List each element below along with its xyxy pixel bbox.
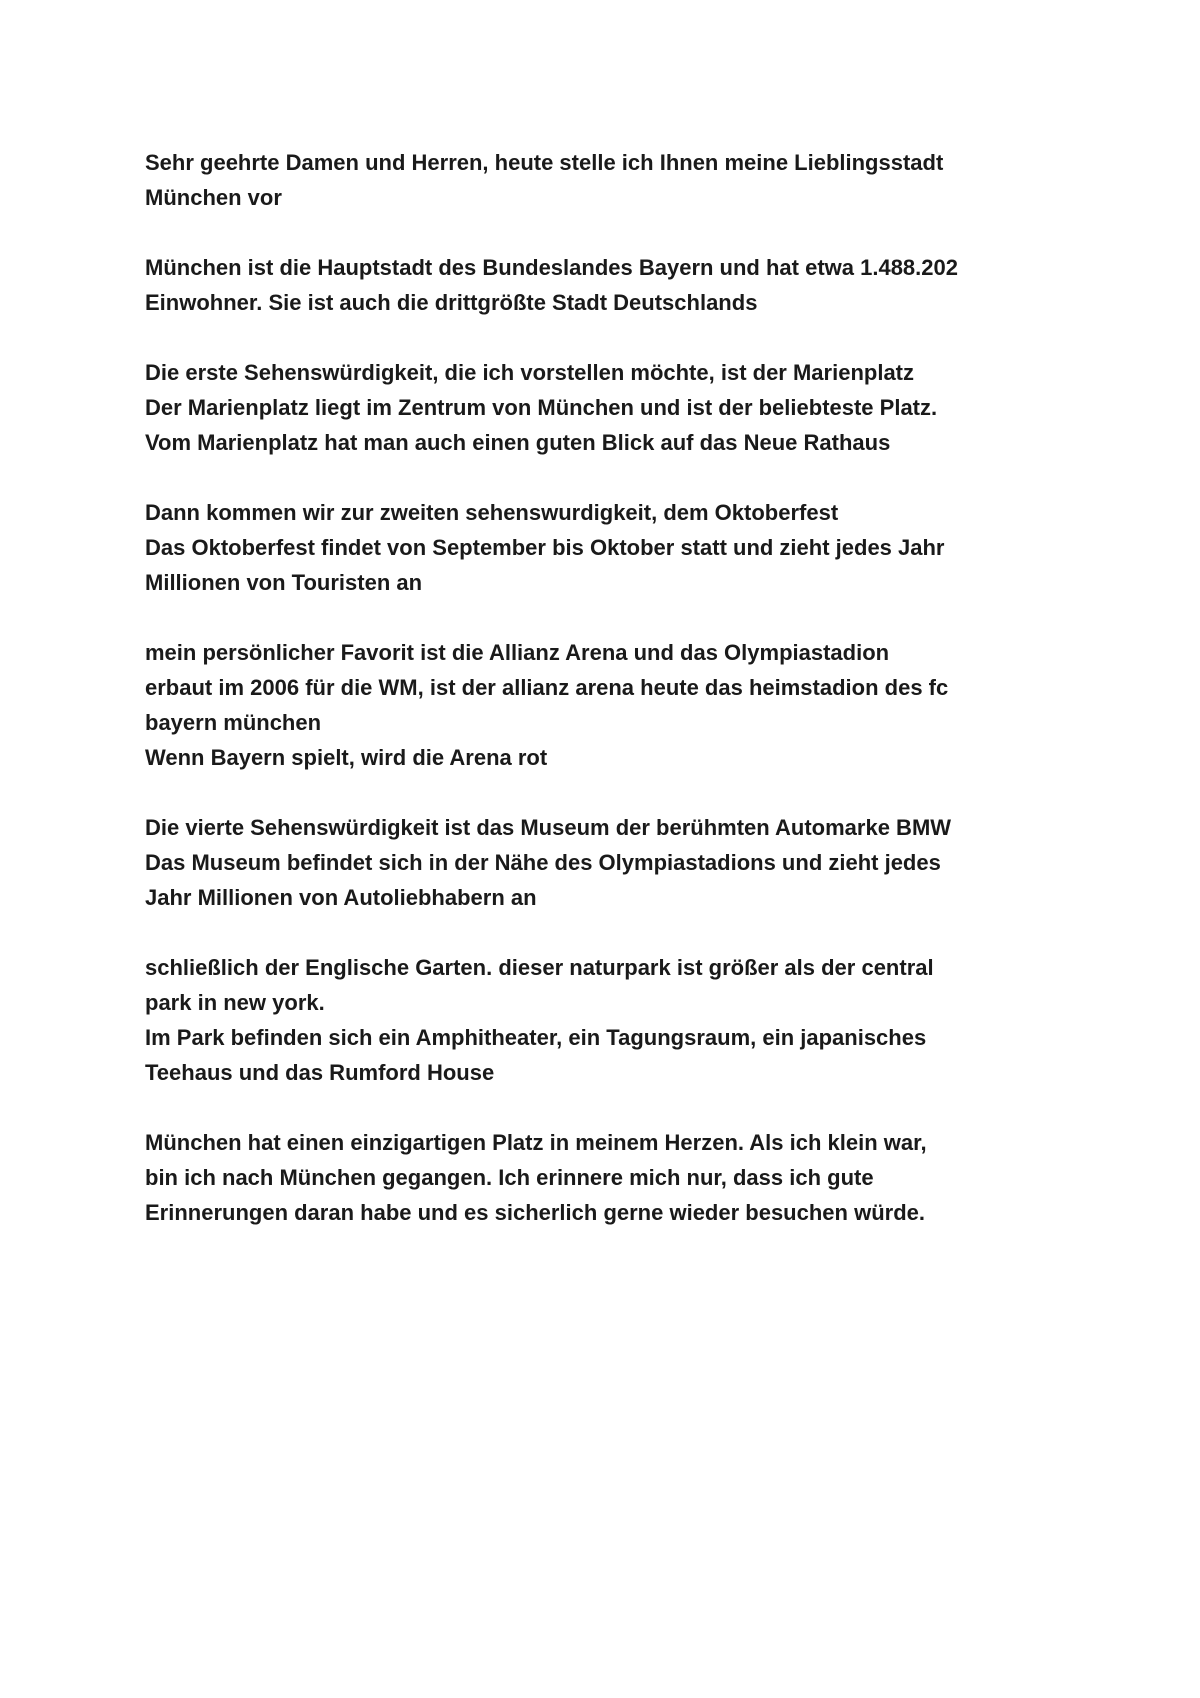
text-line: Millionen von Touristen an <box>145 570 423 595</box>
text-line: mein persönlicher Favorit ist die Allianz Arena und das Olympiastadion <box>145 640 890 665</box>
paragraph-allianz-arena <box>145 635 1075 775</box>
text-line: Jahr Millionen von Autoliebhabern an <box>145 885 537 910</box>
text-line: Dann kommen wir zur zweiten sehenswurdigkeit, dem Oktoberfest <box>145 500 839 525</box>
text-line: park in new york. <box>145 990 325 1015</box>
text-line: Vom Marienplatz hat man auch einen guten Blick auf das Neue Rathaus <box>145 430 891 455</box>
paragraph-englischer-garten <box>145 950 1075 1090</box>
text-line: Sehr geehrte Damen und Herren, heute stelle ich Ihnen meine Lieblingsstadt <box>145 150 944 175</box>
text-line: Der Marienplatz liegt im Zentrum von München und ist der beliebteste Platz. <box>145 395 938 420</box>
text-line: schließlich der Englische Garten. dieser naturpark ist größer als der central <box>145 955 934 980</box>
text-line: bayern münchen <box>145 710 322 735</box>
text-line: München vor <box>145 185 282 210</box>
text-line: bin ich nach München gegangen. Ich erinnere mich nur, dass ich gute <box>145 1165 874 1190</box>
text-line: Teehaus und das Rumford House <box>145 1060 495 1085</box>
text-line: Das Museum befindet sich in der Nähe des Olympiastadions und zieht jedes <box>145 850 941 875</box>
paragraph-bmw-museum <box>145 810 1075 915</box>
text-line: Einwohner. Sie ist auch die drittgrößte Stadt Deutschlands <box>145 290 758 315</box>
text-line: München hat einen einzigartigen Platz in meinem Herzen. Als ich klein war, <box>145 1130 927 1155</box>
document-body <box>145 145 1075 1265</box>
text-line: Die vierte Sehenswürdigkeit ist das Museum der berühmten Automarke BMW <box>145 815 952 840</box>
paragraph-marienplatz <box>145 355 1075 460</box>
text-line: München ist die Hauptstadt des Bundeslandes Bayern und hat etwa 1.488.202 <box>145 255 958 280</box>
text-line: Die erste Sehenswürdigkeit, die ich vorstellen möchte, ist der Marienplatz <box>145 360 915 385</box>
paragraph-intro <box>145 250 1075 320</box>
text-line: Das Oktoberfest findet von September bis Oktober statt und zieht jedes Jahr <box>145 535 945 560</box>
paragraph-oktoberfest <box>145 495 1075 600</box>
text-line: Im Park befinden sich ein Amphitheater, ein Tagungsraum, ein japanisches <box>145 1025 927 1050</box>
text-line: Erinnerungen daran habe und es sicherlich gerne wieder besuchen würde. <box>145 1200 925 1225</box>
text-line: Wenn Bayern spielt, wird die Arena rot <box>145 745 548 770</box>
paragraph-conclusion <box>145 1125 1075 1230</box>
paragraph-greeting <box>145 145 1075 215</box>
text-line: erbaut im 2006 für die WM, ist der allianz arena heute das heimstadion des fc <box>145 675 949 700</box>
